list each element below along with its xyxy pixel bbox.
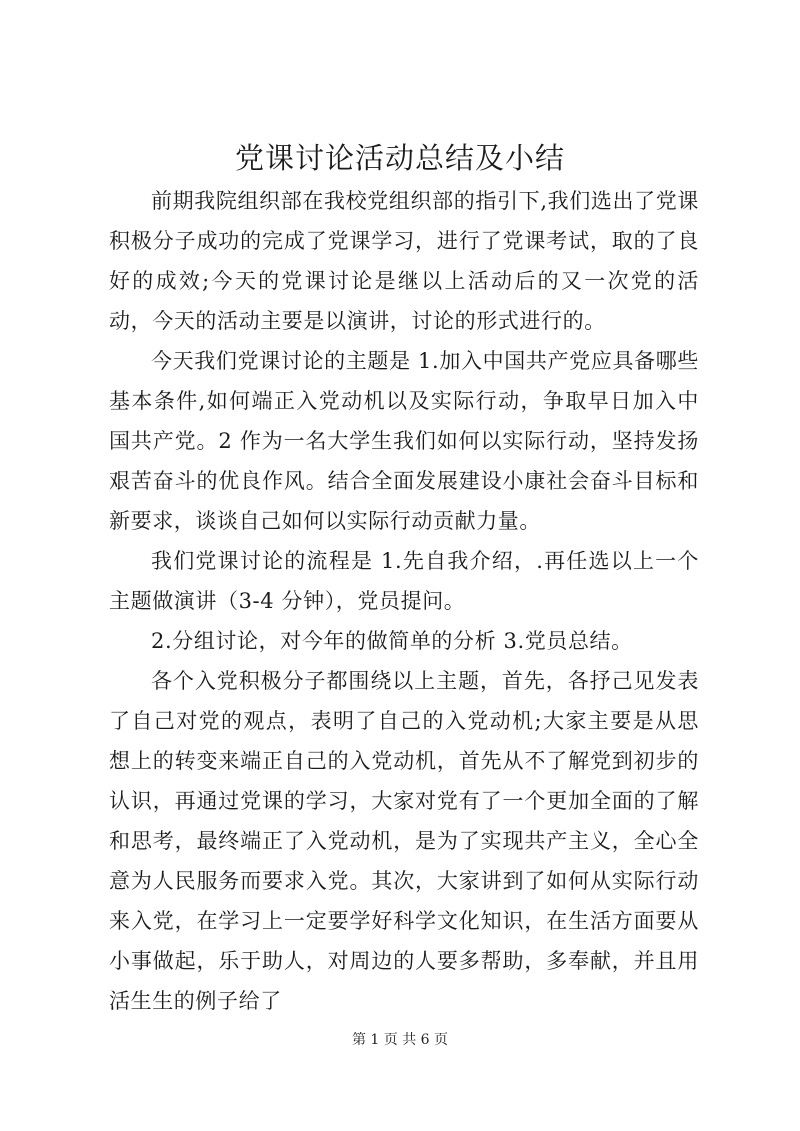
paragraph: 我们党课讨论的流程是 1.先自我介绍，.再任选以上一个主题做演讲（3-4 分钟），党员提问。 — [109, 549, 699, 613]
paragraph: 2.分组讨论，对今年的做简单的分析 3.党员总结。 — [151, 629, 633, 653]
paragraph: 各个入党积极分子都围绕以上主题，首先，各抒己见发表了自己对党的观点，表明了自己的入党动机;大家主要是从思想上的转变来端正自己的入党动机，首先从不了解党到初步的认识，再通过党课的学习，大家对党有了一个更加全面的了解和思考，最终端正了入党动机，是为了实现共产主义，全心全意为人民服务而要求入党。其次，大家讲到了如何从实际行动来入党，在学习上一定要学好科学文化知识，在生活方面要从小事做起，乐于助人，对周边的人要多帮助，多奉献，并且用活生生的例子给了 — [109, 669, 699, 1013]
paragraph: 前期我院组织部在我校党组织部的指引下,我们选出了党课积极分子成功的完成了党课学习，进行了党课考试，取的了良好的成效;今天的党课讨论是继以上活动后的又一次党的活动，今天的活动主要是以演讲，讨论的形式进行的。 — [109, 189, 699, 333]
page-number-footer: 第 1 页 共 6 页 — [351, 1032, 449, 1048]
document-title: 党课讨论活动总结及小结 — [234, 141, 565, 175]
paragraph: 今天我们党课讨论的主题是 1.加入中国共产党应具备哪些基本条件,如何端正入党动机以及实际行动，争取早日加入中国共产党。2 作为一名大学生我们如何以实际行动，坚持发扬艰苦奋斗的优良作风。结合全面发展建设小康社会奋斗目标和新要求，谈谈自己如何以实际行动贡献力量。 — [109, 349, 699, 533]
document-body — [109, 181, 699, 1021]
